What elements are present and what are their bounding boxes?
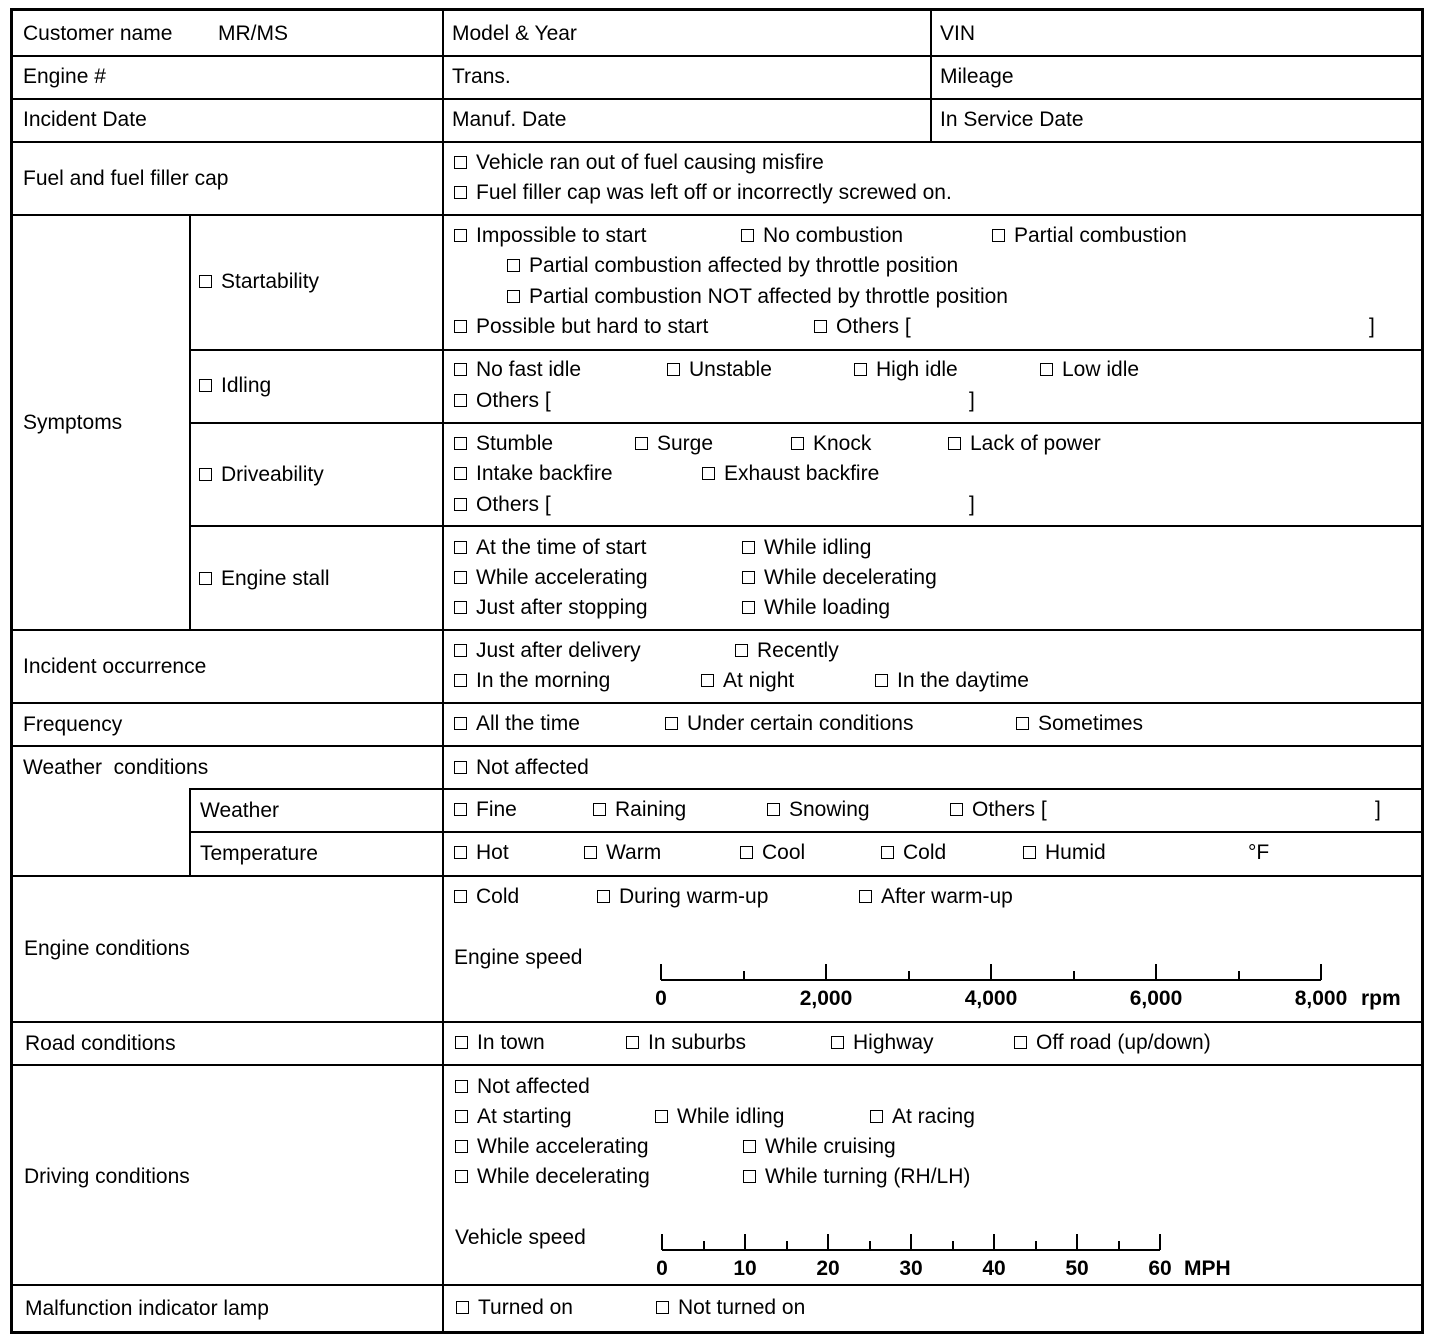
startability-checkbox[interactable]: Startability [199,270,319,294]
driving-option[interactable]: Not affected [455,1075,590,1099]
row-divider [13,745,1421,747]
scale-tick-label: 10 [733,1257,757,1280]
engine-speed-scale [655,951,1421,1011]
driveability-option[interactable]: Exhaust backfire [702,462,879,486]
diagnostic-worksheet [10,8,1424,1334]
idling-checkbox[interactable]: Idling [199,374,271,398]
row-divider [189,788,1421,790]
checkbox[interactable] [950,803,963,816]
row-divider [13,141,1421,143]
incident-option[interactable]: In the morning [454,669,610,693]
checkbox[interactable] [655,1110,668,1123]
fuel-section-label: Fuel and fuel filler cap [23,167,229,190]
incident-option[interactable]: Just after delivery [454,639,641,663]
transmission-label: Trans. [452,65,511,88]
checkbox[interactable] [831,1036,844,1049]
startability-option[interactable]: Partial combustion [992,224,1187,248]
startability-option[interactable]: No combustion [741,224,903,248]
minor-tick [869,1241,871,1250]
checkbox[interactable] [791,437,804,450]
engine-stall-option[interactable]: While accelerating [454,566,648,590]
checkbox[interactable] [859,890,872,903]
frequency-option[interactable]: Under certain conditions [665,712,913,736]
checkbox[interactable] [742,601,755,614]
incident-option[interactable]: In the daytime [875,669,1029,693]
minor-tick [786,1241,788,1250]
checkbox[interactable] [870,1110,883,1123]
row-divider [13,1021,1421,1023]
checkbox[interactable] [454,363,467,376]
minor-tick [1035,1241,1037,1250]
vin-label: VIN [940,22,976,45]
checkbox[interactable] [507,259,520,272]
checkbox[interactable] [454,601,467,614]
temperature-option[interactable]: Cool [740,841,805,865]
symptoms-section-label: Symptoms [23,411,123,434]
minor-tick [952,1241,954,1250]
engine-stall-option[interactable]: While decelerating [742,566,937,590]
major-tick [744,1234,746,1250]
major-tick [827,1234,829,1250]
checkbox[interactable] [626,1036,639,1049]
idling-option[interactable]: High idle [854,358,958,382]
frequency-option[interactable]: Sometimes [1016,712,1143,736]
row-divider [13,1284,1421,1286]
checkbox[interactable] [454,846,467,859]
startability-others[interactable]: Others [ [814,315,911,339]
road-option[interactable]: In town [455,1031,545,1055]
scale-tick-label: 2,000 [799,987,853,1010]
incident-option[interactable]: Recently [735,639,839,663]
checkbox[interactable] [454,437,467,450]
row-divider [13,214,1421,216]
incident-option[interactable]: At night [701,669,794,693]
checkbox[interactable] [199,468,212,481]
row-divider [13,55,1421,57]
driving-option[interactable]: While decelerating [455,1165,650,1189]
checkbox[interactable] [455,1110,468,1123]
scale-tick-label: 60 [1148,1257,1172,1280]
driving-option[interactable]: While accelerating [455,1135,649,1159]
idling-option[interactable]: Low idle [1040,358,1139,382]
minor-tick [1073,971,1075,980]
fuel-option-cap-off[interactable]: Fuel filler cap was left off or incorrectly screwed on. [454,181,952,205]
weather-not-affected[interactable]: Not affected [454,756,589,780]
temperature-unit: °F [1248,841,1270,864]
row-divider [13,1064,1421,1066]
minor-tick [1118,1241,1120,1250]
startability-others-close: ] [1369,315,1375,338]
temperature-option[interactable]: Hot [454,841,509,865]
checkbox[interactable] [948,437,961,450]
driving-option[interactable]: While cruising [743,1135,896,1159]
checkbox[interactable] [455,1080,468,1093]
checkbox[interactable] [743,1170,756,1183]
checkbox[interactable] [507,290,520,303]
checkbox[interactable] [455,1170,468,1183]
column-divider [189,214,191,629]
mil-option[interactable]: Not turned on [656,1296,805,1320]
mil-option[interactable]: Turned on [456,1296,573,1320]
row-divider [13,98,1421,100]
startability-option[interactable]: Partial combustion affected by throttle position [507,254,958,278]
row-divider [13,702,1421,704]
driving-option[interactable]: At racing [870,1105,975,1129]
driveability-option[interactable]: Stumble [454,432,553,456]
column-divider [442,11,444,1331]
temperature-option[interactable]: Warm [584,841,661,865]
checkbox[interactable] [743,1140,756,1153]
checkbox[interactable] [740,846,753,859]
checkbox[interactable] [454,498,467,511]
engine-condition-option[interactable]: During warm-up [597,885,768,909]
engine-stall-checkbox[interactable]: Engine stall [199,567,330,591]
scale-tick-label: 40 [982,1257,1006,1280]
engine-condition-option[interactable]: Cold [454,885,519,909]
weather-option[interactable]: Snowing [767,798,870,822]
major-tick [1320,964,1322,980]
weather-conditions-label: Weather conditions [23,756,209,779]
scale-tick-label: 50 [1065,1257,1089,1280]
row-divider [13,875,1421,877]
idling-others-close: ] [969,389,975,412]
fuel-option-ran-out[interactable]: Vehicle ran out of fuel causing misfire [454,151,824,175]
checkbox[interactable] [454,156,467,169]
engine-speed-label: Engine speed [454,946,583,969]
checkbox[interactable] [455,1140,468,1153]
road-option[interactable]: In suburbs [626,1031,746,1055]
driving-option[interactable]: At starting [455,1105,572,1129]
checkbox[interactable] [992,229,1005,242]
engine-condition-option[interactable]: After warm-up [859,885,1013,909]
major-tick [993,1234,995,1250]
checkbox[interactable] [742,571,755,584]
row-divider [189,831,1421,833]
weather-others[interactable]: Others [ [950,798,1047,822]
column-divider [189,788,191,875]
checkbox[interactable] [199,379,212,392]
frequency-section-label: Frequency [23,713,123,736]
checkbox[interactable] [584,846,597,859]
scale-tick-label: 0 [656,1257,668,1280]
startability-option[interactable]: Partial combustion NOT affected by throttle position [507,285,1008,309]
mil-label: Malfunction indicator lamp [25,1297,269,1320]
checkbox[interactable] [742,541,755,554]
checkbox[interactable] [199,275,212,288]
checkbox[interactable] [454,890,467,903]
driveability-option[interactable]: Lack of power [948,432,1101,456]
scale-tick-label: 4,000 [964,987,1018,1010]
checkbox[interactable] [454,571,467,584]
checkbox[interactable] [593,803,606,816]
checkbox[interactable] [635,437,648,450]
row-divider [189,349,1421,351]
major-tick [660,964,662,980]
major-tick [990,964,992,980]
checkbox[interactable] [1040,363,1053,376]
checkbox[interactable] [875,674,888,687]
checkbox[interactable] [701,674,714,687]
vehicle-speed-label: Vehicle speed [455,1226,586,1249]
driveability-others[interactable]: Others [ [454,493,551,517]
customer-name-label: Customer name [23,22,173,45]
checkbox[interactable] [656,1301,669,1314]
idling-others[interactable]: Others [ [454,389,551,413]
minor-tick [743,971,745,980]
major-tick [661,1234,663,1250]
weather-label: Weather [200,799,279,822]
checkbox[interactable] [454,674,467,687]
road-conditions-label: Road conditions [25,1032,176,1055]
driveability-option[interactable]: Knock [791,432,871,456]
checkbox[interactable] [456,1301,469,1314]
engine-conditions-label: Engine conditions [24,937,190,960]
weather-option[interactable]: Raining [593,798,686,822]
checkbox[interactable] [454,761,467,774]
major-tick [1159,1234,1161,1250]
weather-option[interactable]: Fine [454,798,517,822]
checkbox[interactable] [454,644,467,657]
vehicle-speed-scale [656,1221,1262,1281]
checkbox[interactable] [1023,846,1036,859]
incident-section-label: Incident occurrence [23,655,207,678]
idling-option[interactable]: No fast idle [454,358,581,382]
scale-tick-label: 6,000 [1129,987,1183,1010]
engine-stall-option[interactable]: Just after stopping [454,596,648,620]
driveability-others-close: ] [969,493,975,516]
frequency-option[interactable]: All the time [454,712,580,736]
minor-tick [703,1241,705,1250]
road-option[interactable]: Off road (up/down) [1014,1031,1211,1055]
temperature-label: Temperature [200,842,318,865]
row-divider [189,525,1421,527]
scale-tick-label: 0 [655,987,667,1010]
checkbox[interactable] [854,363,867,376]
row-divider [13,629,1421,631]
checkbox[interactable] [881,846,894,859]
checkbox[interactable] [454,717,467,730]
checkbox[interactable] [702,467,715,480]
model-year-label: Model & Year [452,22,577,45]
scale-tick-label: 20 [816,1257,840,1280]
checkbox[interactable] [735,644,748,657]
scale-tick-label: 30 [899,1257,923,1280]
driving-option[interactable]: While turning (RH/LH) [743,1165,970,1189]
checkbox[interactable] [454,803,467,816]
manuf-date-label: Manuf. Date [452,108,567,131]
driveability-option[interactable]: Intake backfire [454,462,613,486]
checkbox[interactable] [199,572,212,585]
checkbox[interactable] [454,186,467,199]
mr-ms-label: MR/MS [218,22,288,45]
checkbox[interactable] [454,394,467,407]
checkbox[interactable] [454,320,467,333]
checkbox[interactable] [1014,1036,1027,1049]
engine-stall-option[interactable]: At the time of start [454,536,646,560]
road-option[interactable]: Highway [831,1031,934,1055]
major-tick [825,964,827,980]
checkbox[interactable] [454,541,467,554]
startability-option[interactable]: Possible but hard to start [454,315,708,339]
incident-date-label: Incident Date [23,108,147,131]
scale-unit-label: MPH [1184,1257,1231,1280]
checkbox[interactable] [454,229,467,242]
checkbox[interactable] [454,467,467,480]
in-service-date-label: In Service Date [940,108,1084,131]
engine-number-label: Engine # [23,65,106,88]
checkbox[interactable] [665,717,678,730]
checkbox[interactable] [741,229,754,242]
major-tick [1155,964,1157,980]
driveability-checkbox[interactable]: Driveability [199,463,324,487]
checkbox[interactable] [455,1036,468,1049]
checkbox[interactable] [597,890,610,903]
weather-others-close: ] [1375,798,1381,821]
engine-stall-option[interactable]: While loading [742,596,890,620]
minor-tick [1238,971,1240,980]
minor-tick [908,971,910,980]
idling-option[interactable]: Unstable [667,358,772,382]
driving-conditions-label: Driving conditions [24,1165,190,1188]
major-tick [910,1234,912,1250]
temperature-option[interactable]: Humid [1023,841,1106,865]
major-tick [1076,1234,1078,1250]
scale-tick-label: 8,000 [1294,987,1348,1010]
startability-option[interactable]: Impossible to start [454,224,646,248]
column-divider [930,11,932,141]
row-divider [189,422,1421,424]
mileage-label: Mileage [940,65,1014,88]
checkbox[interactable] [667,363,680,376]
checkbox[interactable] [767,803,780,816]
driving-option[interactable]: While idling [655,1105,784,1129]
checkbox[interactable] [1016,717,1029,730]
scale-unit-label: rpm [1361,987,1401,1010]
checkbox[interactable] [814,320,827,333]
temperature-option[interactable]: Cold [881,841,946,865]
engine-stall-option[interactable]: While idling [742,536,871,560]
driveability-option[interactable]: Surge [635,432,713,456]
